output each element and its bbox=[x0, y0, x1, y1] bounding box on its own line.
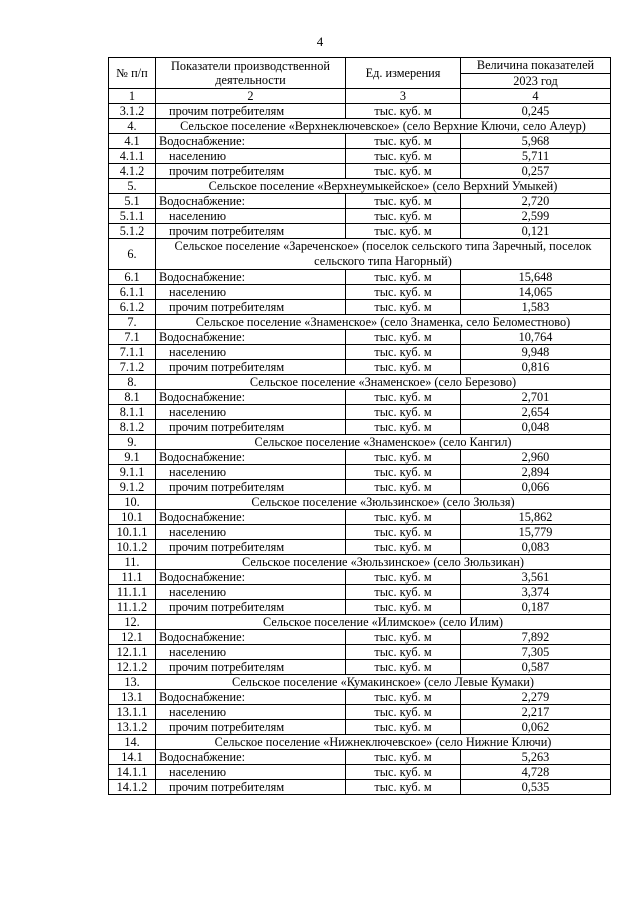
table-row bbox=[109, 360, 611, 375]
row-indicator: прочим потребителям bbox=[156, 224, 346, 239]
row-number: 3.1.2 bbox=[109, 104, 156, 119]
row-indicator: Водоснабжение: bbox=[156, 570, 346, 585]
row-number: 10. bbox=[109, 495, 156, 510]
section-row bbox=[109, 375, 611, 390]
table-row bbox=[109, 405, 611, 420]
row-value: 14,065 bbox=[461, 285, 611, 300]
row-number: 9. bbox=[109, 435, 156, 450]
row-unit: тыс. куб. м bbox=[346, 149, 461, 164]
row-unit: тыс. куб. м bbox=[346, 600, 461, 615]
row-unit: тыс. куб. м bbox=[346, 780, 461, 795]
section-title: Сельское поселение «Илимское» (село Илим) bbox=[156, 615, 611, 630]
table-row bbox=[109, 285, 611, 300]
table-row bbox=[109, 224, 611, 239]
row-number: 4.1 bbox=[109, 134, 156, 149]
row-value: 2,654 bbox=[461, 405, 611, 420]
header-year: 2023 год bbox=[461, 73, 611, 89]
col-number-3: 3 bbox=[346, 89, 461, 104]
section-title: Сельское поселение «Верхнеключевское» (село Верхние Ключи, село Алеур) bbox=[156, 119, 611, 134]
row-number: 5.1.1 bbox=[109, 209, 156, 224]
row-indicator: Водоснабжение: bbox=[156, 390, 346, 405]
row-number: 4.1.1 bbox=[109, 149, 156, 164]
section-row bbox=[109, 239, 611, 270]
row-unit: тыс. куб. м bbox=[346, 420, 461, 435]
table-row bbox=[109, 660, 611, 675]
row-value: 15,862 bbox=[461, 510, 611, 525]
row-number: 13.1 bbox=[109, 690, 156, 705]
table-row bbox=[109, 720, 611, 735]
row-unit: тыс. куб. м bbox=[346, 645, 461, 660]
row-indicator: Водоснабжение: bbox=[156, 750, 346, 765]
section-row bbox=[109, 435, 611, 450]
row-indicator: прочим потребителям bbox=[156, 540, 346, 555]
row-value: 7,892 bbox=[461, 630, 611, 645]
row-unit: тыс. куб. м bbox=[346, 450, 461, 465]
row-value: 0,245 bbox=[461, 104, 611, 119]
header-num: № п/п bbox=[109, 58, 156, 89]
row-value: 0,062 bbox=[461, 720, 611, 735]
row-unit: тыс. куб. м bbox=[346, 270, 461, 285]
row-number: 12.1.1 bbox=[109, 645, 156, 660]
row-indicator: прочим потребителям bbox=[156, 720, 346, 735]
row-value: 1,583 bbox=[461, 300, 611, 315]
table-row bbox=[109, 330, 611, 345]
table-header bbox=[109, 58, 611, 104]
row-value: 0,257 bbox=[461, 164, 611, 179]
row-unit: тыс. куб. м bbox=[346, 585, 461, 600]
row-indicator: населению bbox=[156, 149, 346, 164]
row-value: 9,948 bbox=[461, 345, 611, 360]
row-unit: тыс. куб. м bbox=[346, 345, 461, 360]
row-number: 6.1 bbox=[109, 270, 156, 285]
section-row bbox=[109, 315, 611, 330]
row-indicator: населению bbox=[156, 705, 346, 720]
row-value: 4,728 bbox=[461, 765, 611, 780]
row-unit: тыс. куб. м bbox=[346, 209, 461, 224]
row-number: 5.1.2 bbox=[109, 224, 156, 239]
row-value: 0,048 bbox=[461, 420, 611, 435]
row-number: 11. bbox=[109, 555, 156, 570]
row-number: 13.1.1 bbox=[109, 705, 156, 720]
row-indicator: прочим потребителям bbox=[156, 660, 346, 675]
row-value: 0,535 bbox=[461, 780, 611, 795]
table-row bbox=[109, 600, 611, 615]
row-indicator: населению bbox=[156, 585, 346, 600]
table-row bbox=[109, 209, 611, 224]
row-number: 14. bbox=[109, 735, 156, 750]
table-row bbox=[109, 750, 611, 765]
table-row bbox=[109, 630, 611, 645]
header-row bbox=[109, 58, 611, 74]
row-number: 10.1 bbox=[109, 510, 156, 525]
table-row bbox=[109, 525, 611, 540]
table-row bbox=[109, 570, 611, 585]
section-row bbox=[109, 495, 611, 510]
row-unit: тыс. куб. м bbox=[346, 660, 461, 675]
row-value: 5,263 bbox=[461, 750, 611, 765]
row-indicator: прочим потребителям bbox=[156, 300, 346, 315]
row-indicator: прочим потребителям bbox=[156, 164, 346, 179]
row-value: 2,279 bbox=[461, 690, 611, 705]
table-row bbox=[109, 690, 611, 705]
row-indicator: населению bbox=[156, 285, 346, 300]
col-number-1: 1 bbox=[109, 89, 156, 104]
row-number: 10.1.1 bbox=[109, 525, 156, 540]
row-unit: тыс. куб. м bbox=[346, 540, 461, 555]
row-number: 4. bbox=[109, 119, 156, 134]
table-row bbox=[109, 194, 611, 209]
row-unit: тыс. куб. м bbox=[346, 194, 461, 209]
row-value: 5,711 bbox=[461, 149, 611, 164]
row-unit: тыс. куб. м bbox=[346, 630, 461, 645]
row-indicator: Водоснабжение: bbox=[156, 690, 346, 705]
row-indicator: населению bbox=[156, 525, 346, 540]
row-value: 7,305 bbox=[461, 645, 611, 660]
row-number: 8.1 bbox=[109, 390, 156, 405]
table-row bbox=[109, 780, 611, 795]
table-row bbox=[109, 270, 611, 285]
row-value: 15,779 bbox=[461, 525, 611, 540]
row-value: 3,374 bbox=[461, 585, 611, 600]
section-row bbox=[109, 555, 611, 570]
section-title: Сельское поселение «Зюльзинское» (село Зюльзя) bbox=[156, 495, 611, 510]
row-indicator: населению bbox=[156, 345, 346, 360]
row-number: 13. bbox=[109, 675, 156, 690]
row-indicator: Водоснабжение: bbox=[156, 330, 346, 345]
row-number: 7.1 bbox=[109, 330, 156, 345]
row-number: 11.1.2 bbox=[109, 600, 156, 615]
row-indicator: прочим потребителям bbox=[156, 600, 346, 615]
table-row bbox=[109, 705, 611, 720]
row-number: 7.1.1 bbox=[109, 345, 156, 360]
table-row bbox=[109, 480, 611, 495]
section-row bbox=[109, 735, 611, 750]
row-indicator: Водоснабжение: bbox=[156, 194, 346, 209]
row-unit: тыс. куб. м bbox=[346, 164, 461, 179]
table-row bbox=[109, 420, 611, 435]
row-number: 12.1.2 bbox=[109, 660, 156, 675]
table-row bbox=[109, 300, 611, 315]
column-number-row bbox=[109, 89, 611, 104]
row-unit: тыс. куб. м bbox=[346, 480, 461, 495]
col-number-4: 4 bbox=[461, 89, 611, 104]
section-row bbox=[109, 179, 611, 194]
row-value: 2,217 bbox=[461, 705, 611, 720]
section-title: Сельское поселение «Кумакинское» (село Левые Кумаки) bbox=[156, 675, 611, 690]
row-unit: тыс. куб. м bbox=[346, 525, 461, 540]
section-title: Сельское поселение «Знаменское» (село Кангил) bbox=[156, 435, 611, 450]
row-unit: тыс. куб. м bbox=[346, 104, 461, 119]
row-number: 14.1.1 bbox=[109, 765, 156, 780]
row-value: 15,648 bbox=[461, 270, 611, 285]
row-unit: тыс. куб. м bbox=[346, 390, 461, 405]
table-row bbox=[109, 510, 611, 525]
row-indicator: Водоснабжение: bbox=[156, 270, 346, 285]
row-unit: тыс. куб. м bbox=[346, 360, 461, 375]
section-title: Сельское поселение «Верхнеумыкейское» (село Верхний Умыкей) bbox=[156, 179, 611, 194]
row-value: 2,720 bbox=[461, 194, 611, 209]
row-indicator: Водоснабжение: bbox=[156, 510, 346, 525]
table-row bbox=[109, 450, 611, 465]
table-row bbox=[109, 104, 611, 119]
row-number: 8.1.1 bbox=[109, 405, 156, 420]
row-unit: тыс. куб. м bbox=[346, 300, 461, 315]
page-number: 4 bbox=[316, 34, 324, 49]
table-row bbox=[109, 465, 611, 480]
row-unit: тыс. куб. м bbox=[346, 705, 461, 720]
row-value: 0,066 bbox=[461, 480, 611, 495]
row-value: 10,764 bbox=[461, 330, 611, 345]
header-value: Величина показателей bbox=[461, 58, 611, 74]
row-number: 9.1 bbox=[109, 450, 156, 465]
row-value: 5,968 bbox=[461, 134, 611, 149]
row-indicator: прочим потребителям bbox=[156, 104, 346, 119]
row-unit: тыс. куб. м bbox=[346, 134, 461, 149]
section-row bbox=[109, 675, 611, 690]
row-number: 9.1.1 bbox=[109, 465, 156, 480]
row-number: 11.1 bbox=[109, 570, 156, 585]
row-unit: тыс. куб. м bbox=[346, 570, 461, 585]
row-number: 8.1.2 bbox=[109, 420, 156, 435]
row-unit: тыс. куб. м bbox=[346, 285, 461, 300]
row-indicator: населению bbox=[156, 645, 346, 660]
row-value: 2,599 bbox=[461, 209, 611, 224]
row-indicator: прочим потребителям bbox=[156, 360, 346, 375]
row-number: 6.1.1 bbox=[109, 285, 156, 300]
row-unit: тыс. куб. м bbox=[346, 690, 461, 705]
row-indicator: населению bbox=[156, 209, 346, 224]
section-row bbox=[109, 615, 611, 630]
table-row bbox=[109, 134, 611, 149]
row-unit: тыс. куб. м bbox=[346, 330, 461, 345]
production-indicators-table bbox=[108, 57, 611, 795]
table-row bbox=[109, 645, 611, 660]
section-title: Сельское поселение «Знаменское» (село Березово) bbox=[156, 375, 611, 390]
row-value: 2,960 bbox=[461, 450, 611, 465]
row-indicator: населению bbox=[156, 405, 346, 420]
row-number: 12.1 bbox=[109, 630, 156, 645]
row-value: 2,894 bbox=[461, 465, 611, 480]
row-indicator: прочим потребителям bbox=[156, 420, 346, 435]
row-unit: тыс. куб. м bbox=[346, 510, 461, 525]
header-indicator: Показатели производственной деятельности bbox=[156, 58, 346, 89]
row-number: 6.1.2 bbox=[109, 300, 156, 315]
row-number: 7.1.2 bbox=[109, 360, 156, 375]
section-title: Сельское поселение «Нижнеключевское» (село Нижние Ключи) bbox=[156, 735, 611, 750]
row-unit: тыс. куб. м bbox=[346, 750, 461, 765]
row-number: 7. bbox=[109, 315, 156, 330]
section-title: Сельское поселение «Зюльзинское» (село Зюльзикан) bbox=[156, 555, 611, 570]
row-unit: тыс. куб. м bbox=[346, 465, 461, 480]
section-row bbox=[109, 119, 611, 134]
row-indicator: населению bbox=[156, 765, 346, 780]
section-title: Сельское поселение «Знаменское» (село Знаменка, село Беломестново) bbox=[156, 315, 611, 330]
row-indicator: прочим потребителям bbox=[156, 780, 346, 795]
row-value: 0,816 bbox=[461, 360, 611, 375]
row-number: 6. bbox=[109, 239, 156, 270]
row-indicator: Водоснабжение: bbox=[156, 134, 346, 149]
row-number: 8. bbox=[109, 375, 156, 390]
col-number-2: 2 bbox=[156, 89, 346, 104]
table-row bbox=[109, 765, 611, 780]
row-value: 3,561 bbox=[461, 570, 611, 585]
row-number: 5.1 bbox=[109, 194, 156, 209]
row-number: 10.1.2 bbox=[109, 540, 156, 555]
row-indicator: Водоснабжение: bbox=[156, 450, 346, 465]
row-value: 0,083 bbox=[461, 540, 611, 555]
table-row bbox=[109, 164, 611, 179]
row-unit: тыс. куб. м bbox=[346, 405, 461, 420]
row-number: 12. bbox=[109, 615, 156, 630]
row-indicator: прочим потребителям bbox=[156, 480, 346, 495]
table-row bbox=[109, 585, 611, 600]
row-unit: тыс. куб. м bbox=[346, 720, 461, 735]
table-row bbox=[109, 540, 611, 555]
row-number: 13.1.2 bbox=[109, 720, 156, 735]
row-unit: тыс. куб. м bbox=[346, 765, 461, 780]
table-body bbox=[109, 104, 611, 795]
section-title: Сельское поселение «Зареченское» (поселок сельского типа Заречный, поселок сельского типа Нагорный) bbox=[156, 239, 611, 270]
table-row bbox=[109, 149, 611, 164]
row-indicator: населению bbox=[156, 465, 346, 480]
row-number: 14.1.2 bbox=[109, 780, 156, 795]
row-number: 14.1 bbox=[109, 750, 156, 765]
row-number: 5. bbox=[109, 179, 156, 194]
table-row bbox=[109, 390, 611, 405]
row-number: 4.1.2 bbox=[109, 164, 156, 179]
row-number: 11.1.1 bbox=[109, 585, 156, 600]
row-value: 0,187 bbox=[461, 600, 611, 615]
row-value: 2,701 bbox=[461, 390, 611, 405]
row-unit: тыс. куб. м bbox=[346, 224, 461, 239]
row-indicator: Водоснабжение: bbox=[156, 630, 346, 645]
row-number: 9.1.2 bbox=[109, 480, 156, 495]
header-unit: Ед. измерения bbox=[346, 58, 461, 89]
row-value: 0,587 bbox=[461, 660, 611, 675]
table-row bbox=[109, 345, 611, 360]
row-value: 0,121 bbox=[461, 224, 611, 239]
